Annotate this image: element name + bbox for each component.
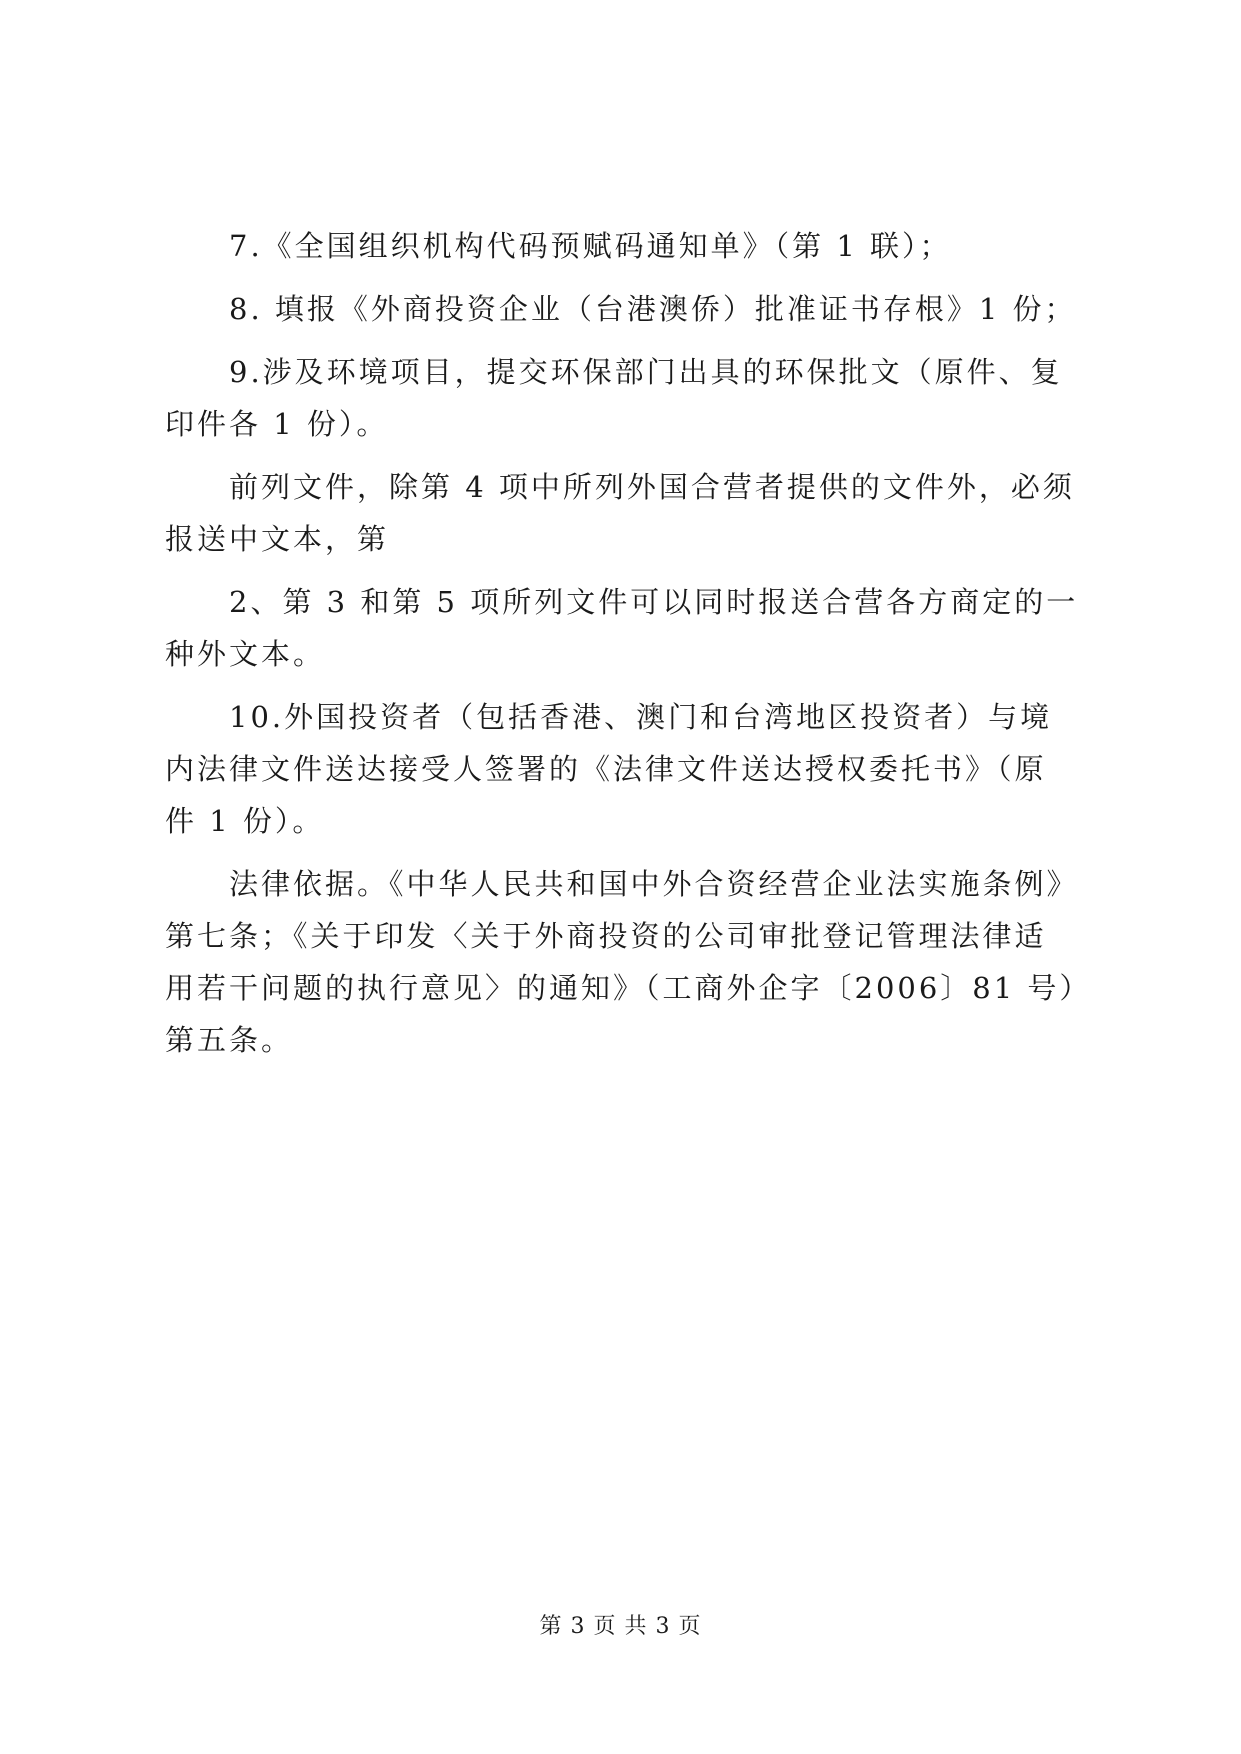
note-continuation-line-1: 2、第 3 和第 5 项所列文件可以同时报送合营各方商定的一 [229,585,1079,619]
note-continuation-line-2: 种外文本。 [165,637,326,671]
note-paragraph-line-1: 前列文件，除第 4 项中所列外国合营者提供的文件外，必须 [229,470,1075,504]
legal-basis-line-4: 第五条。 [165,1023,294,1057]
item-8-line: 8. 填报《外商投资企业（台港澳侨）批准证书存根》1 份； [229,292,1077,326]
legal-basis-line-1: 法律依据。《中华人民共和国中外合资经营企业法实施条例》 [229,867,1079,901]
item-7-line: 7.《全国组织机构代码预赋码通知单》（第 1 联）； [229,229,952,263]
legal-basis-line-2: 第七条；《关于印发〈关于外商投资的公司审批登记管理法律适 [165,919,1047,953]
item-9-line-1: 9.涉及环境项目，提交环保部门出具的环保批文（原件、复 [229,355,1063,389]
page-number-footer: 第 3 页 共 3 页 [539,1614,702,1639]
item-10-line-3: 件 1 份）。 [165,804,325,838]
item-9-line-2: 印件各 1 份）。 [165,407,389,441]
legal-basis-line-3: 用若干问题的执行意见〉的通知》（工商外企字〔2006〕81 号） [165,971,1092,1005]
item-10-line-2: 内法律文件送达接受人签署的《法律文件送达授权委托书》（原 [165,752,1047,786]
note-paragraph-line-2: 报送中文本，第 [165,522,390,556]
item-10-line-1: 10.外国投资者（包括香港、澳门和台湾地区投资者）与境 [229,700,1053,734]
